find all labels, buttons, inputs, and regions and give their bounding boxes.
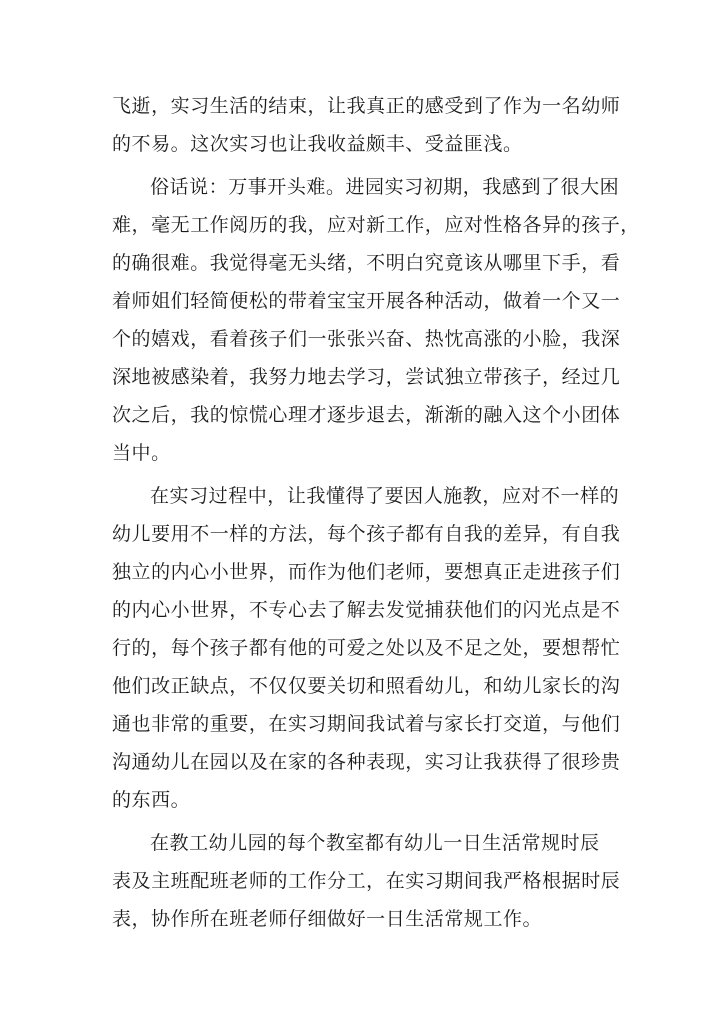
text-line: 他们改正缺点，不仅仅要关切和照看幼儿，和幼儿家长的沟: [112, 675, 621, 697]
text-line: 的确很难。我觉得毫无头绪，不明白究竟该从哪里下手，看: [112, 252, 621, 274]
paragraph-1: [112, 87, 621, 163]
text-line: 在实习过程中，让我懂得了要因人施教，应对不一样的: [150, 485, 620, 507]
text-line: 难，毫无工作阅历的我，应对新工作，应对性格各异的孩子，: [112, 214, 640, 236]
paragraph-2: [112, 168, 640, 472]
text-line: 俗话说：万事开头难。进园实习初期，我感到了很大困: [150, 176, 620, 198]
text-line: 通也非常的重要，在实习期间我试着与家长打交道，与他们: [112, 713, 621, 735]
text-line: 个的嬉戏，看着孩子们一张张兴奋、热忱高涨的小脸，我深: [112, 328, 621, 350]
text-line: 的内心小世界，不专心去了解去发觉捕获他们的闪光点是不: [112, 599, 621, 621]
text-line: 深地被感染着，我努力地去学习，尝试独立带孩子，经过几: [112, 366, 621, 388]
text-line: 次之后，我的惊慌心理才逐步退去，渐渐的融入这个小团体: [112, 404, 621, 426]
text-line: 在教工幼儿园的每个教室都有幼儿一日生活常规时辰: [150, 832, 600, 854]
text-line: 幼儿要用不一样的方法，每个孩子都有自我的差异，有自我: [112, 523, 621, 545]
text-line: 表，协作所在班老师仔细做好一日生活常规工作。: [112, 908, 543, 930]
text-line: 沟通幼儿在园以及在家的各种表现，实习让我获得了很珍贵: [112, 751, 621, 773]
text-line: 独立的内心小世界，而作为他们老师，要想真正走进孩子们: [112, 561, 621, 583]
text-line: 当中。: [112, 442, 171, 464]
text-line: 表及主班配班老师的工作分工，在实习期间我严格根据时辰: [112, 870, 621, 892]
text-line: 的不易。这次实习也让我收益颇丰、受益匪浅。: [112, 133, 523, 155]
text-line: 行的，每个孩子都有他的可爱之处以及不足之处，要想帮忙: [112, 637, 621, 659]
text-line: 着师姐们轻简便松的带着宝宝开展各种活动，做着一个又一: [112, 290, 621, 312]
paragraph-4: [112, 824, 621, 938]
document-body: [112, 87, 640, 938]
text-line: 的东西。: [112, 789, 191, 811]
text-line: 飞逝，实习生活的结束，让我真正的感受到了作为一名幼师: [112, 95, 621, 117]
paragraph-3: [112, 477, 621, 819]
